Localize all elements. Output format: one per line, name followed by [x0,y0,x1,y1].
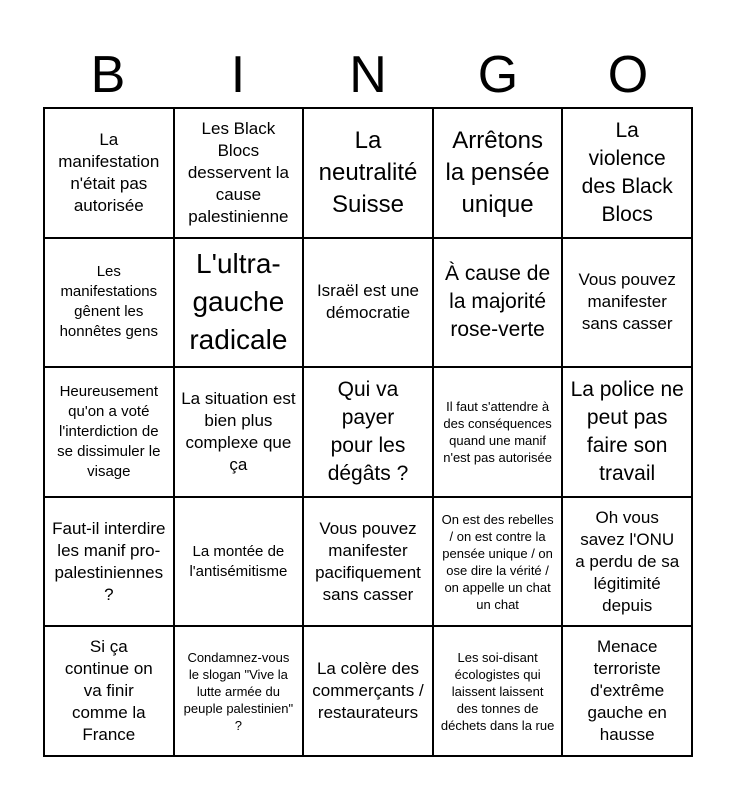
bingo-cell-r3c5[interactable] [562,367,692,497]
cell-text: Heureusement qu'on a voté l'interdiction de se dissimuler le visage [57,382,161,480]
bingo-cell-r4c1[interactable] [44,497,174,627]
bingo-cell-r4c4[interactable] [433,497,563,627]
bingo-cell-r2c4[interactable] [433,238,563,368]
bingo-cell-r1c5[interactable] [562,108,692,238]
cell-text: Si ça continue on va finir comme la France [64,637,153,745]
bingo-cell-r4c3[interactable] [303,497,433,627]
header-letter-b: B [90,46,126,104]
cell-text: Condamnez-vous le slogan "Vive la lutte armée du peuple palestinien" ? [183,649,294,733]
cell-text: Les soi-disant écologistes qui laissent laissent des tonnes de déchets dans la rue [440,649,555,733]
cell-text: La situation est bien plus complexe que ça [181,388,296,474]
cell-text: La colère des commerçants / restaurateurs [312,659,424,723]
bingo-cell-r3c3[interactable] [303,367,433,497]
cell-text: Qui va payer pour les dégâts ? [327,377,409,485]
bingo-cell-r2c2[interactable] [174,238,304,368]
header-letter-g: G [477,46,519,104]
cell-text: La manifestation n'était pas autorisée [58,129,160,215]
cell-text: La neutralité Suisse [318,126,418,218]
bingo-cell-r5c2[interactable] [174,626,304,756]
bingo-cell-r4c2[interactable] [174,497,304,627]
bingo-cell-r2c1[interactable] [44,238,174,368]
header-letter-o: O [607,46,649,104]
cell-text: Israël est une démocratie [316,281,420,323]
cell-text: Oh vous savez l'ONU a perdu de sa légitimité depuis [575,507,680,615]
cell-text: La montée de l'antisémitisme [189,542,288,580]
cell-text: Faut-il interdire les manif pro-palestiniennes ? [52,518,166,604]
bingo-cell-r1c4[interactable] [433,108,563,238]
header-letter-n: N [349,46,387,104]
bingo-cell-r3c1[interactable] [44,367,174,497]
header-letter-i: I [230,46,246,104]
bingo-board [43,107,693,757]
bingo-cell-r5c5[interactable] [562,626,692,756]
cell-text: La violence des Black Blocs [581,118,673,226]
cell-text: Arrêtons la pensée unique [445,126,550,218]
bingo-cell-r4c5[interactable] [562,497,692,627]
bingo-cell-r1c1[interactable] [44,108,174,238]
cell-text: Il faut s'attendre à des conséquences quand une manif n'est pas autorisée [443,398,552,465]
bingo-cell-r1c3[interactable] [303,108,433,238]
cell-text: L'ultra-gauche radicale [189,248,288,356]
cell-text: Menace terroriste d'extrême gauche en hausse [587,637,667,745]
bingo-cell-r5c1[interactable] [44,626,174,756]
cell-text: La police ne peut pas faire son travail [570,377,684,485]
cell-text: Vous pouvez manifester pacifiquement sans casser [315,518,421,604]
cell-text: À cause de la majorité rose-verte [445,262,551,342]
cell-text: Les Black Blocs desservent la cause palestinienne [187,118,289,226]
cell-text: On est des rebelles / on est contre la pensée unique / on ose dire la vérité / on appelle un chat un chat [441,511,554,612]
cell-text: Les manifestations gênent les honnêtes gens [59,263,158,341]
bingo-cell-r2c5[interactable] [562,238,692,368]
bingo-cell-r2c3[interactable] [303,238,433,368]
bingo-cell-r5c3[interactable] [303,626,433,756]
bingo-cell-r3c2[interactable] [174,367,304,497]
bingo-cell-r5c4[interactable] [433,626,563,756]
bingo-header [43,44,693,106]
cell-text: Vous pouvez manifester sans casser [578,270,676,334]
bingo-cell-r1c2[interactable] [174,108,304,238]
bingo-cell-r3c4[interactable] [433,367,563,497]
